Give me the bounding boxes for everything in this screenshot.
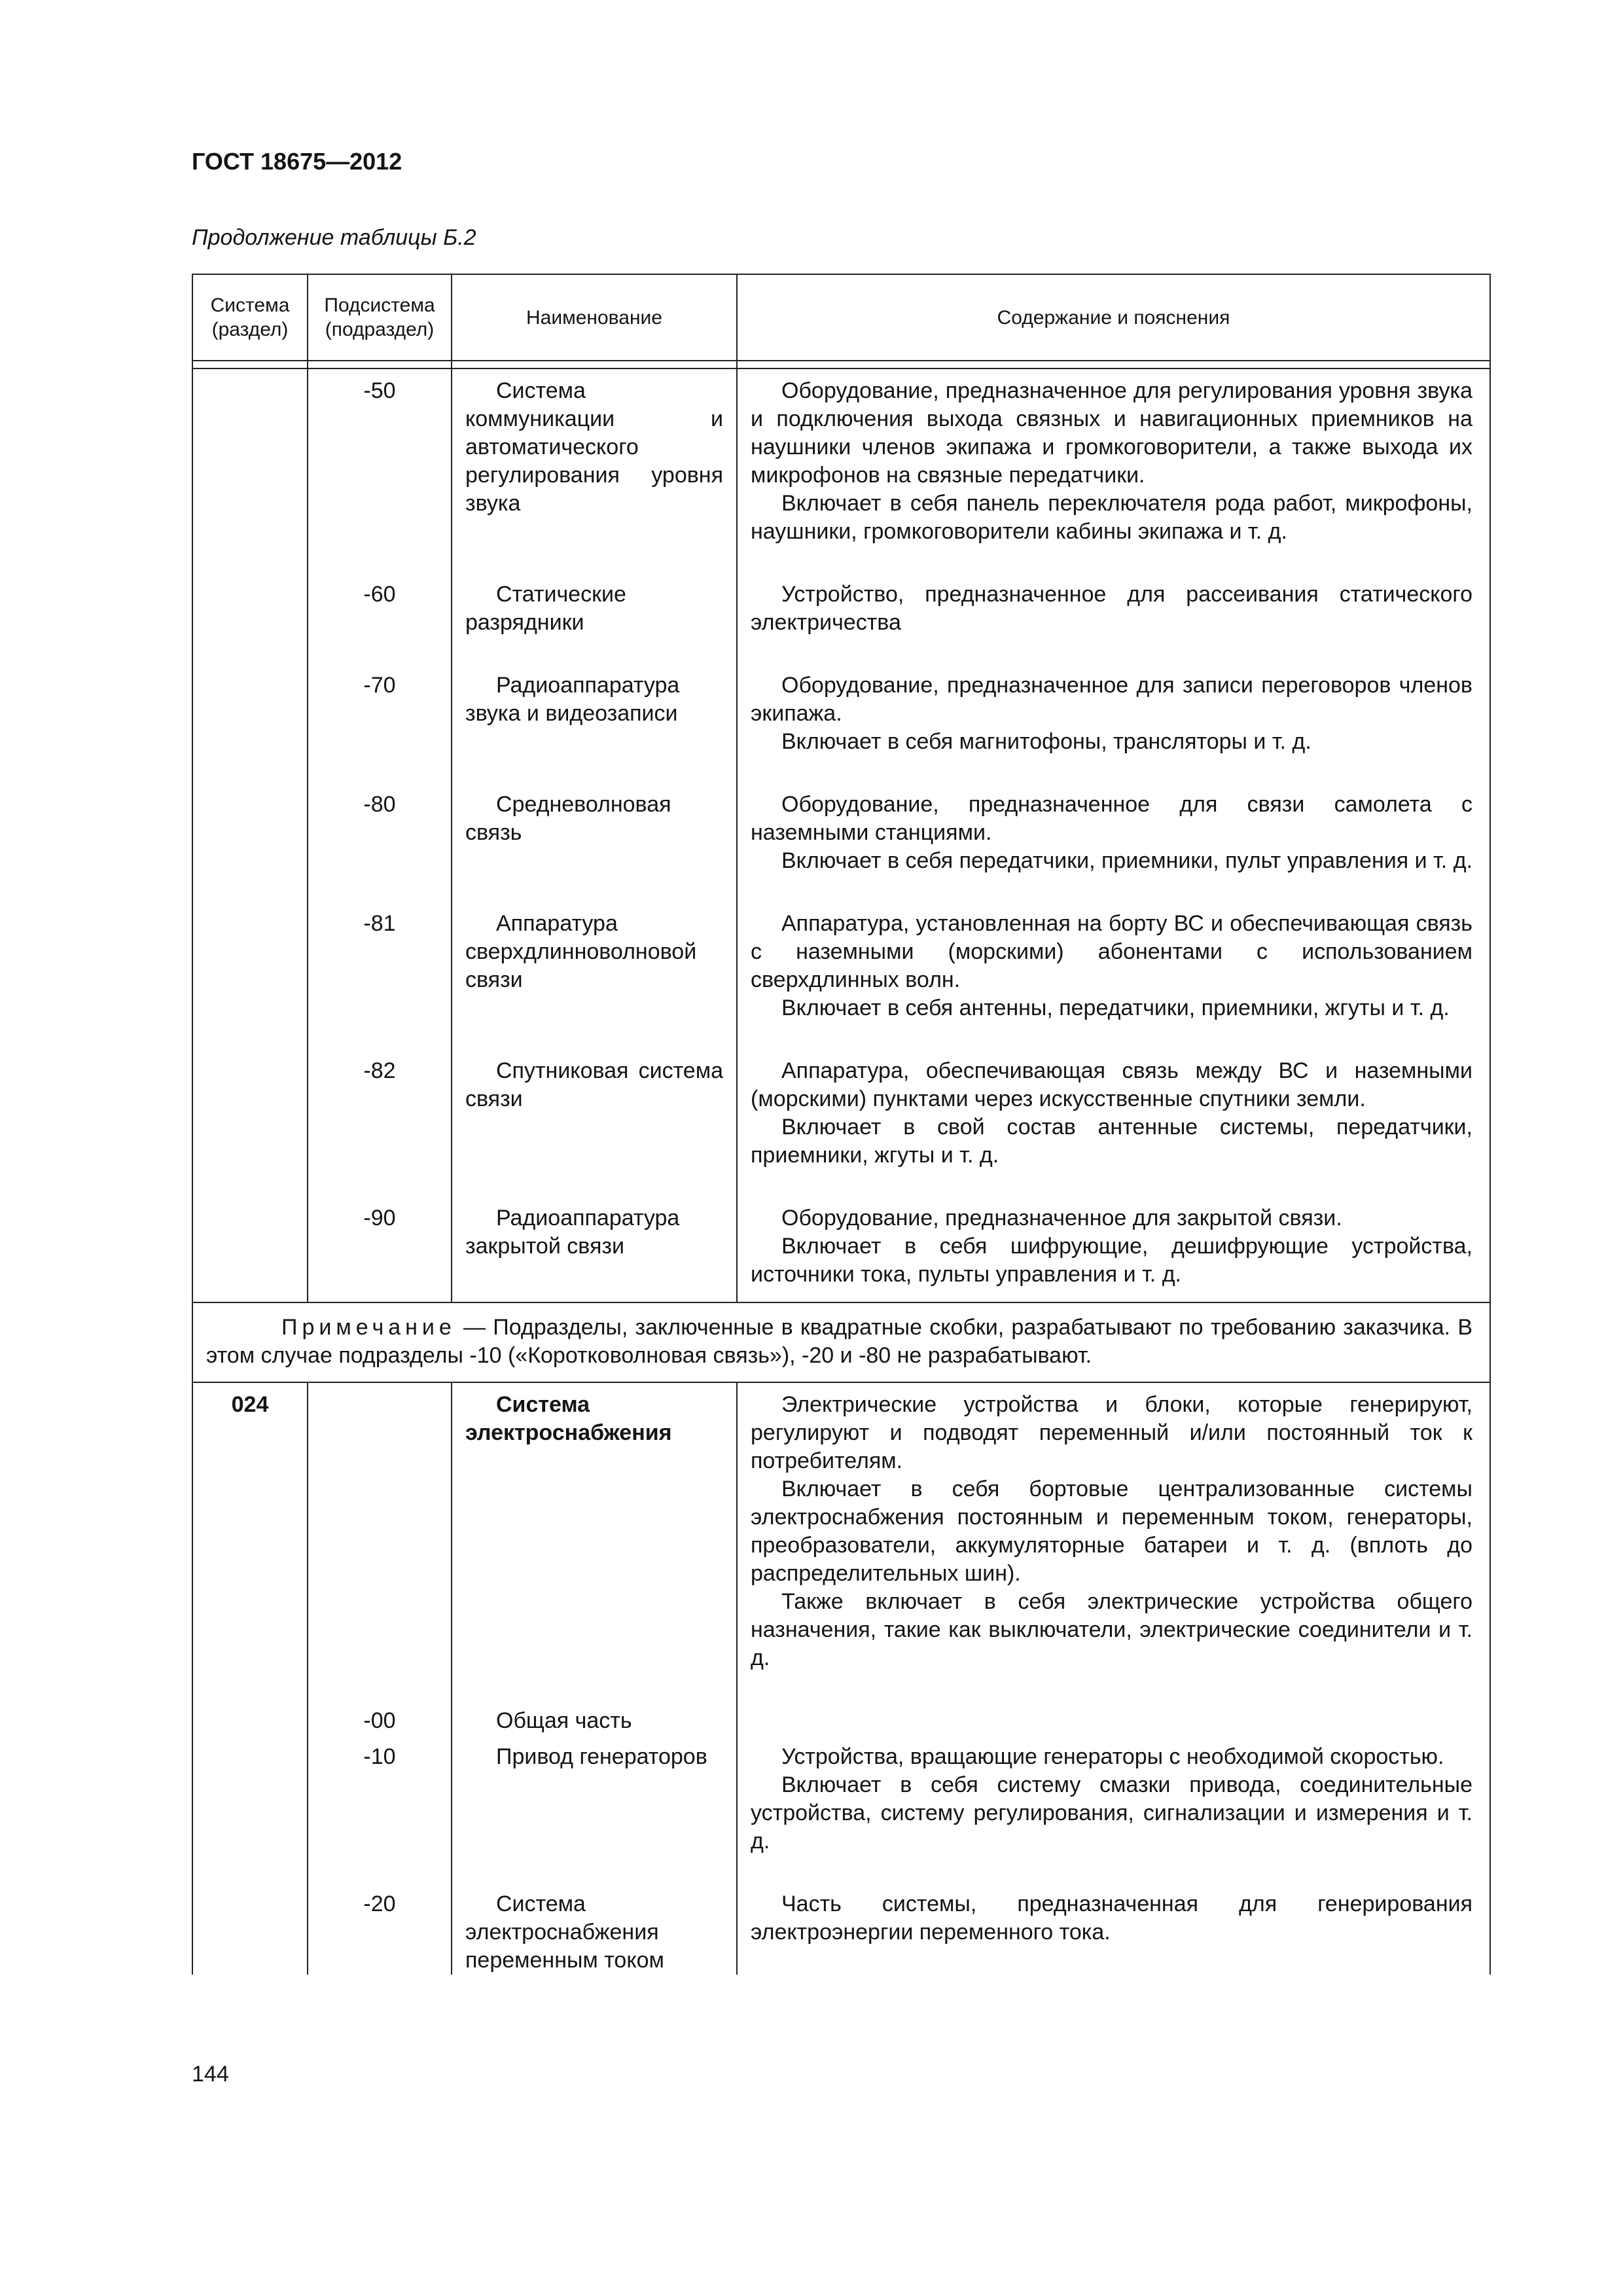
- system-code: [192, 1735, 308, 1882]
- table-row: [192, 1382, 1490, 1699]
- item-name: [452, 1882, 737, 1975]
- item-name: [452, 1735, 737, 1882]
- description-paragraph: Оборудование, предназначенное для записи переговоров членов экипажа.: [751, 673, 1472, 726]
- item-name-text: Привод генераторов: [496, 1744, 707, 1769]
- row-spacing: [751, 1289, 1472, 1302]
- table-row: [192, 902, 1490, 1049]
- row-spacing: [751, 1946, 1472, 1960]
- item-name-text: Спутниковая система связи: [465, 1058, 723, 1111]
- item-description: [737, 1049, 1490, 1196]
- row-spacing: [751, 1170, 1472, 1196]
- table-row: [192, 1196, 1490, 1302]
- subsystem-code: [308, 1382, 452, 1699]
- description-paragraph: Включает в себя магнитофоны, трансляторы и т. д.: [781, 729, 1311, 754]
- description-paragraph: Оборудование, предназначенное для связи самолета с наземными станциями.: [751, 792, 1472, 845]
- subsystem-code: -70: [308, 664, 452, 783]
- description-paragraph: Также включает в себя электрические устройства общего назначения, такие как выключатели, электрические соединители и т. д.: [751, 1589, 1472, 1670]
- item-name: [452, 1049, 737, 1196]
- system-code: [192, 1882, 308, 1975]
- subsystem-code: -90: [308, 1196, 452, 1302]
- item-description: [737, 902, 1490, 1049]
- subsystem-code: -82: [308, 1049, 452, 1196]
- item-name: [452, 783, 737, 902]
- item-name: [452, 902, 737, 1049]
- subsystem-code: -10: [308, 1735, 452, 1882]
- table-row: [192, 1882, 1490, 1975]
- item-description: [737, 573, 1490, 664]
- description-paragraph: Устройство, предназначенное для рассеивания статического электричества: [751, 582, 1472, 635]
- table-note-row: [192, 1302, 1490, 1382]
- standard-title: ГОСТ 18675—2012: [192, 148, 402, 175]
- header-system: Система (раздел): [192, 274, 308, 361]
- system-code: [192, 664, 308, 783]
- row-spacing: [751, 875, 1472, 902]
- item-name-text: Система коммуникации и автоматического регулирования уровня звука: [465, 378, 723, 516]
- system-code: [192, 573, 308, 664]
- item-description: [737, 664, 1490, 783]
- item-description: [737, 1882, 1490, 1975]
- description-paragraph: Включает в себя антенны, передатчики, приемники, жгуты и т. д.: [781, 996, 1450, 1020]
- row-spacing: [751, 1856, 1472, 1882]
- item-name: [452, 1382, 737, 1699]
- subsystem-code: -50: [308, 368, 452, 573]
- table-row: [192, 1699, 1490, 1735]
- subsystem-code: -60: [308, 573, 452, 664]
- description-paragraph: Включает в свой состав антенные системы, передатчики, приемники, жгуты и т. д.: [751, 1115, 1472, 1168]
- table-row: [192, 1735, 1490, 1882]
- item-name-text: Система электроснабжения переменным током: [465, 1892, 664, 1973]
- table-row: [192, 783, 1490, 902]
- item-description: [737, 1735, 1490, 1882]
- header-name: Наименование: [452, 274, 737, 361]
- item-name-text: Средневолновая связь: [465, 792, 671, 845]
- item-description: [737, 783, 1490, 902]
- item-description: [737, 1382, 1490, 1699]
- subsystem-code: -81: [308, 902, 452, 1049]
- item-name-text: Радиоаппаратура закрытой связи: [465, 1206, 680, 1259]
- item-description: [737, 1196, 1490, 1302]
- header-double-rule: [192, 361, 1490, 368]
- row-spacing: [751, 637, 1472, 664]
- subsystem-code: -20: [308, 1882, 452, 1975]
- subsystem-code: -80: [308, 783, 452, 902]
- table-row: [192, 664, 1490, 783]
- description-paragraph: Часть системы, предназначенная для генерирования электроэнергии переменного тока.: [751, 1892, 1472, 1945]
- description-paragraph: Включает в себя панель переключателя рода работ, микрофоны, наушники, громкоговорители кабины экипажа и т. д.: [751, 491, 1472, 544]
- item-name-text: Аппаратура сверхдлинноволновой связи: [465, 911, 697, 992]
- system-code: [192, 783, 308, 902]
- item-name-text: Статические разрядники: [465, 582, 626, 635]
- header-description: Содержание и пояснения: [737, 274, 1490, 361]
- table-row: [192, 1049, 1490, 1196]
- item-name-text: Радиоаппаратура звука и видеозаписи: [465, 673, 680, 726]
- row-spacing: [751, 756, 1472, 783]
- item-description: [737, 1699, 1490, 1735]
- row-spacing: [751, 1672, 1472, 1699]
- item-description: [737, 368, 1490, 573]
- system-code: [192, 1049, 308, 1196]
- item-name: [452, 1196, 737, 1302]
- system-code: [192, 1196, 308, 1302]
- description-paragraph: Включает в себя шифрующие, дешифрующие устройства, источники тока, пульты управления и т. д.: [751, 1234, 1472, 1287]
- description-paragraph: Оборудование, предназначенное для закрытой связи.: [781, 1206, 1342, 1230]
- subsystem-code: -00: [308, 1699, 452, 1735]
- header-subsystem: Подсистема (подраздел): [308, 274, 452, 361]
- system-code: [192, 1699, 308, 1735]
- description-paragraph: Включает в себя передатчики, приемники, пульт управления и т. д.: [781, 848, 1473, 873]
- row-spacing: [751, 1707, 1472, 1734]
- row-spacing: [751, 546, 1472, 573]
- page-number: 144: [192, 2062, 229, 2087]
- item-name: [452, 573, 737, 664]
- description-paragraph: Включает в себя систему смазки привода, соединительные устройства, систему регулирования, сигнализации и измерения и т. д.: [751, 1772, 1472, 1854]
- description-paragraph: Оборудование, предназначенное для регулирования уровня звука и подключения выхода связных и навигационных приемников на наушники членов экипажа и громкоговорители, а также выхода их микрофонов на связные передатчики.: [751, 378, 1472, 488]
- table-note: [192, 1302, 1490, 1382]
- item-name: [452, 1699, 737, 1735]
- description-paragraph: Устройства, вращающие генераторы с необходимой скоростью.: [781, 1744, 1444, 1769]
- system-code: 024: [192, 1382, 308, 1699]
- table-row: [192, 368, 1490, 573]
- description-paragraph: Электрические устройства и блоки, которые генерируют, регулируют и подводят переменный и/или постоянный ток к потребителям.: [751, 1392, 1472, 1473]
- note-text: — Подразделы, заключенные в квадратные скобки, разрабатывают по требованию заказчика. В этом случае подразделы -10 («Коротковолновая связь»), -20 и -80 не разрабатывают.: [206, 1315, 1472, 1368]
- note-label: Примечание: [281, 1315, 456, 1340]
- description-paragraph: Аппаратура, обеспечивающая связь между ВС и наземными (морскими) пунктами через искусственные спутники земли.: [751, 1058, 1472, 1111]
- table-header-row: [192, 274, 1490, 361]
- system-code: [192, 368, 308, 573]
- table-row: [192, 573, 1490, 664]
- table-continuation-caption: Продолжение таблицы Б.2: [192, 225, 476, 250]
- item-name-text: Общая часть: [496, 1708, 632, 1733]
- item-name-text: Система электроснабжения: [465, 1392, 672, 1445]
- item-name: [452, 664, 737, 783]
- row-spacing: [751, 1022, 1472, 1049]
- description-paragraph: Аппаратура, установленная на борту ВС и обеспечивающая связь с наземными (морскими) абонентами с использованием сверхдлинных волн.: [751, 911, 1472, 992]
- description-paragraph: Включает в себя бортовые централизованные системы электроснабжения постоянным и переменным током, генераторы, преобразователи, аккумуляторные батареи и т. д. (вплоть до распределительных шин).: [751, 1477, 1472, 1586]
- item-name: [452, 368, 737, 573]
- system-code: [192, 902, 308, 1049]
- classification-table: [192, 274, 1491, 1975]
